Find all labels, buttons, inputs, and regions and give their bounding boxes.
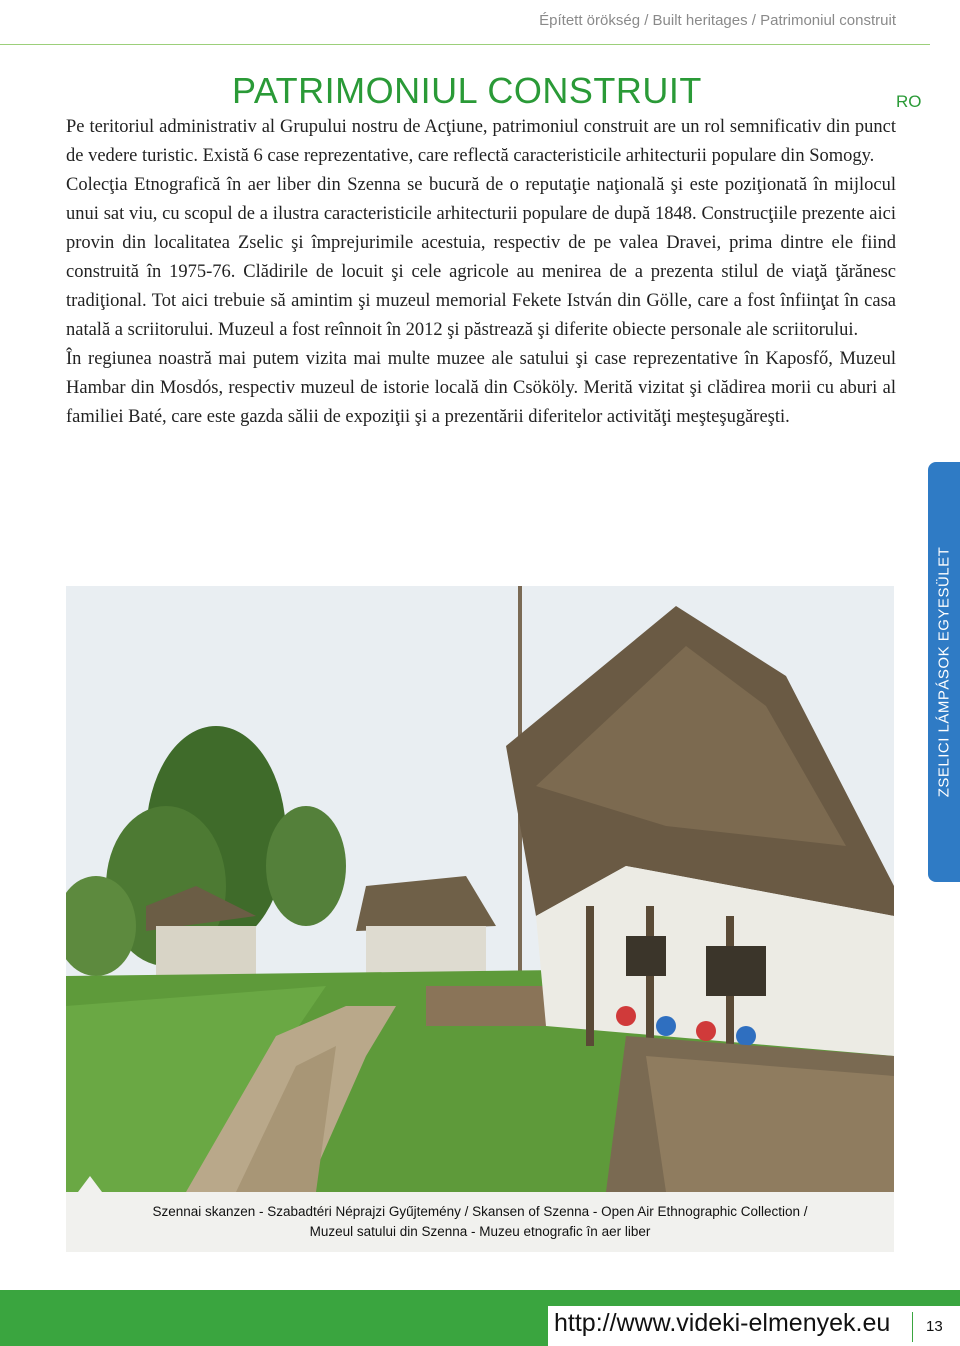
footer-separator (912, 1312, 913, 1342)
language-code: RO (896, 92, 922, 111)
header-divider (0, 44, 930, 45)
caption-pointer (78, 1176, 102, 1192)
caption-line-1: Szennai skanzen - Szabadtéri Néprajzi Gyűjtemény / Skansen of Szenna - Open Air Ethnographic Collection / (152, 1204, 808, 1219)
page-number: 13 (926, 1318, 943, 1335)
website-link[interactable]: http://www.videki-elmenyek.eu (554, 1309, 891, 1337)
paragraph-region: În regiunea noastră mai putem vizita mai multe muzee ale satului şi case reprezentative în Kaposfő, Muzeul Hambar din Mosdós, respectiv muzeul de istorie locală din Csököly. Merită vizitat şi clădirea morii cu aburi al familiei Baté, care este gazda sălii de expoziţii şi a prezentării diferitelor activităţi meşteşugăreşti. (66, 349, 896, 427)
header-breadcrumb: Épített örökség / Built heritages / Patrimoniul construit (539, 12, 896, 29)
paragraph-szenna: Colecţia Etnografică în aer liber din Szenna se bucură de o reputaţie naţională şi este poziţionată în mijlocul unui sat viu, cu scopul de a ilustra caracteristicile arhitecturii populare de după 1848. Construcţiile prezente aici provin din localitatea Zselic şi împrejurimile acestuia, respectiv de pe valea Dravei, prima dintre ele fiind construită în 1975-76. Clădirile de locuit şi cele agricole au menirea de a prezenta stilul de viaţă ţărănesc tradiţional. Tot aici trebuie să amintim şi muzeul memorial Fekete István din Gölle, care a fost înfiinţat în casa natală a scriitorului. Muzeul a fost reînnoit în 2012 şi păstrează şi diferite obiecte personale ale scriitorului. (66, 175, 896, 340)
caption-line-2: Muzeul satului din Szenna - Muzeu etnografic în aer liber (309, 1224, 651, 1239)
photo-caption (66, 1192, 894, 1252)
skansen-photo (66, 586, 894, 1192)
paragraph-intro: Pe teritoriul administrativ al Grupului nostru de Acţiune, patrimoniul construit are un rol semnificativ din punct de vedere turistic. Există 6 case reprezentative, care reflectă caracteristicile arhitecturii populare din Somogy. (66, 117, 896, 166)
sidebar-tab (928, 462, 960, 882)
sidebar-label: ZSELICI LÁMPÁSOK EGYESÜLET (935, 546, 953, 798)
page-title: PATRIMONIUL CONSTRUIT (232, 70, 702, 111)
article-body (66, 113, 896, 432)
